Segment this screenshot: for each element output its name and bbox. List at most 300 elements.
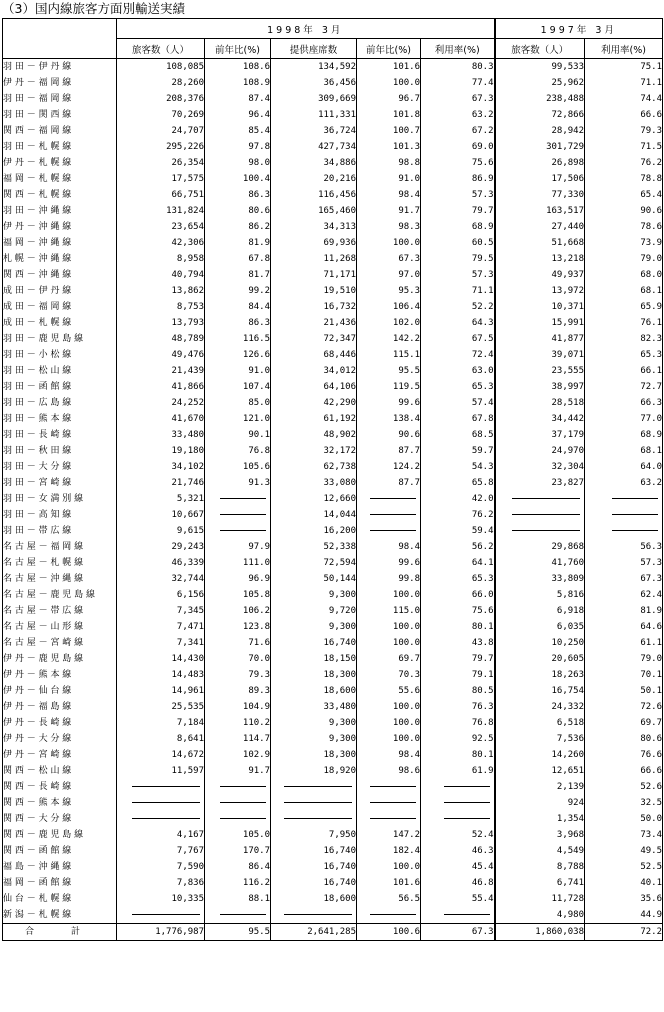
route-name: 仙 台 － 札 幌 線 (3, 891, 117, 907)
cell-yoy-seats: 119.5 (357, 379, 421, 395)
route-name: 伊 丹 － 札 幌 線 (3, 155, 117, 171)
cell-passengers-1997: 10,371 (495, 299, 585, 315)
table-row (3, 475, 663, 491)
cell-load-factor-1998: 52.4 (421, 827, 495, 843)
table-row (3, 683, 663, 699)
cell-load-factor-1998: 63.0 (421, 363, 495, 379)
cell-passengers-1998: 5,321 (117, 491, 205, 507)
cell-yoy-passengers: 87.4 (205, 91, 271, 107)
total-row (3, 924, 663, 941)
cell-load-factor-1998: 76.3 (421, 699, 495, 715)
cell-load-factor-1997: 65.3 (585, 347, 663, 363)
cell-seats-offered: 50,144 (271, 571, 357, 587)
cell-passengers-1998: 48,789 (117, 331, 205, 347)
page-title: （3）国内線旅客方面別輸送実績 (2, 1, 185, 16)
route-name: 関 西 － 函 館 線 (3, 843, 117, 859)
cell-load-factor-1997: 71.1 (585, 75, 663, 91)
cell-yoy-passengers (205, 811, 271, 827)
cell-passengers-1998: 28,260 (117, 75, 205, 91)
table-row (3, 875, 663, 891)
cell-yoy-seats (357, 795, 421, 811)
header-load-factor-1998: 利用率(%) (421, 39, 495, 59)
no-data-dash (284, 786, 352, 787)
table-row (3, 491, 663, 507)
cell-yoy-passengers: 71.6 (205, 635, 271, 651)
cell-passengers-1997: 49,937 (495, 267, 585, 283)
route-name: 名 古 屋 － 鹿 児 島 線 (3, 587, 117, 603)
cell-passengers-1997 (495, 523, 585, 539)
table-row (3, 635, 663, 651)
table-row (3, 827, 663, 843)
cell-yoy-seats: 100.0 (357, 715, 421, 731)
cell-seats-offered: 16,732 (271, 299, 357, 315)
cell-load-factor-1997: 79.0 (585, 251, 663, 267)
table-row (3, 779, 663, 795)
route-name: 羽 田 － 札 幌 線 (3, 139, 117, 155)
cell-load-factor-1998: 77.4 (421, 75, 495, 91)
cell-yoy-passengers: 121.0 (205, 411, 271, 427)
cell-yoy-passengers (205, 507, 271, 523)
route-name: 関 西 － 鹿 児 島 線 (3, 827, 117, 843)
cell-yoy-seats: 100.0 (357, 731, 421, 747)
cell-yoy-passengers: 102.9 (205, 747, 271, 763)
cell-load-factor-1997: 79.3 (585, 123, 663, 139)
no-data-dash (220, 914, 266, 915)
cell-load-factor-1997: 80.6 (585, 731, 663, 747)
cell-load-factor-1998: 63.2 (421, 107, 495, 123)
cell-load-factor-1998: 67.3 (421, 924, 495, 941)
cell-load-factor-1998: 57.3 (421, 267, 495, 283)
cell-yoy-passengers: 104.9 (205, 699, 271, 715)
route-name: 伊 丹 － 仙 台 線 (3, 683, 117, 699)
cell-passengers-1998: 32,744 (117, 571, 205, 587)
route-name: 関 西 － 沖 縄 線 (3, 267, 117, 283)
cell-load-factor-1998: 64.1 (421, 555, 495, 571)
route-name: 羽 田 － 函 館 線 (3, 379, 117, 395)
table-row (3, 187, 663, 203)
cell-yoy-seats: 182.4 (357, 843, 421, 859)
cell-passengers-1997: 163,517 (495, 203, 585, 219)
cell-seats-offered: 19,510 (271, 283, 357, 299)
cell-yoy-passengers: 86.3 (205, 187, 271, 203)
cell-yoy-passengers: 81.7 (205, 267, 271, 283)
cell-passengers-1998: 41,866 (117, 379, 205, 395)
cell-passengers-1998: 34,102 (117, 459, 205, 475)
no-data-dash (512, 514, 580, 515)
cell-passengers-1998: 26,354 (117, 155, 205, 171)
cell-load-factor-1998: 59.4 (421, 523, 495, 539)
cell-seats-offered: 16,740 (271, 635, 357, 651)
cell-seats-offered: 34,886 (271, 155, 357, 171)
cell-load-factor-1998: 67.2 (421, 123, 495, 139)
cell-load-factor-1997: 35.6 (585, 891, 663, 907)
route-name: 羽 田 － 秋 田 線 (3, 443, 117, 459)
cell-yoy-seats: 67.3 (357, 251, 421, 267)
route-name: 名 古 屋 － 札 幌 線 (3, 555, 117, 571)
no-data-dash (444, 802, 490, 803)
route-name: 伊 丹 － 福 島 線 (3, 699, 117, 715)
cell-passengers-1998: 6,156 (117, 587, 205, 603)
cell-yoy-seats: 101.3 (357, 139, 421, 155)
cell-load-factor-1998: 54.3 (421, 459, 495, 475)
cell-yoy-passengers: 81.9 (205, 235, 271, 251)
cell-load-factor-1997: 76.1 (585, 315, 663, 331)
cell-passengers-1998: 24,707 (117, 123, 205, 139)
cell-yoy-passengers: 126.6 (205, 347, 271, 363)
route-name: 関 西 － 福 岡 線 (3, 123, 117, 139)
table-row (3, 571, 663, 587)
route-name: 名 古 屋 － 帯 広 線 (3, 603, 117, 619)
header-route-corner (3, 19, 117, 59)
cell-load-factor-1997: 50.0 (585, 811, 663, 827)
cell-passengers-1998: 7,590 (117, 859, 205, 875)
cell-yoy-seats: 100.0 (357, 619, 421, 635)
no-data-dash (612, 530, 658, 531)
cell-passengers-1997: 28,518 (495, 395, 585, 411)
cell-load-factor-1998: 46.8 (421, 875, 495, 891)
cell-yoy-seats: 98.3 (357, 219, 421, 235)
cell-yoy-passengers: 95.5 (205, 924, 271, 941)
route-name: 伊 丹 － 宮 崎 線 (3, 747, 117, 763)
cell-yoy-seats: 91.0 (357, 171, 421, 187)
cell-passengers-1998: 7,836 (117, 875, 205, 891)
cell-load-factor-1997: 72.7 (585, 379, 663, 395)
route-name: 羽 田 － 大 分 線 (3, 459, 117, 475)
no-data-dash (220, 514, 266, 515)
no-data-dash (132, 786, 200, 787)
cell-load-factor-1997: 90.6 (585, 203, 663, 219)
table-row (3, 75, 663, 91)
cell-load-factor-1997: 65.4 (585, 187, 663, 203)
table-row (3, 331, 663, 347)
cell-passengers-1997: 26,898 (495, 155, 585, 171)
table-row (3, 443, 663, 459)
table-row (3, 395, 663, 411)
cell-yoy-seats: 106.4 (357, 299, 421, 315)
cell-yoy-passengers: 84.4 (205, 299, 271, 315)
cell-load-factor-1997: 49.5 (585, 843, 663, 859)
cell-passengers-1997: 4,549 (495, 843, 585, 859)
cell-load-factor-1998: 68.9 (421, 219, 495, 235)
route-name: 羽 田 － 高 知 線 (3, 507, 117, 523)
cell-yoy-seats (357, 907, 421, 924)
cell-load-factor-1997: 66.6 (585, 763, 663, 779)
cell-yoy-passengers: 105.0 (205, 827, 271, 843)
cell-passengers-1997: 33,809 (495, 571, 585, 587)
cell-passengers-1998: 13,862 (117, 283, 205, 299)
cell-passengers-1998 (117, 795, 205, 811)
no-data-dash (220, 498, 266, 499)
table-row (3, 507, 663, 523)
route-name: 伊 丹 － 大 分 線 (3, 731, 117, 747)
cell-load-factor-1997 (585, 491, 663, 507)
cell-yoy-passengers: 80.6 (205, 203, 271, 219)
cell-load-factor-1997: 82.3 (585, 331, 663, 347)
cell-load-factor-1998: 71.1 (421, 283, 495, 299)
cell-yoy-passengers: 86.2 (205, 219, 271, 235)
cell-load-factor-1997: 68.9 (585, 427, 663, 443)
cell-passengers-1997 (495, 491, 585, 507)
cell-passengers-1998: 33,480 (117, 427, 205, 443)
cell-seats-offered: 427,734 (271, 139, 357, 155)
cell-yoy-seats: 115.0 (357, 603, 421, 619)
cell-passengers-1997: 28,942 (495, 123, 585, 139)
cell-seats-offered: 9,300 (271, 587, 357, 603)
header-passengers-1998: 旅客数（人） (117, 39, 205, 59)
cell-passengers-1997: 6,918 (495, 603, 585, 619)
cell-passengers-1998: 40,794 (117, 267, 205, 283)
cell-passengers-1997: 13,218 (495, 251, 585, 267)
no-data-dash (132, 914, 200, 915)
cell-yoy-passengers: 91.3 (205, 475, 271, 491)
cell-passengers-1998: 17,575 (117, 171, 205, 187)
cell-load-factor-1997: 78.8 (585, 171, 663, 187)
table-row (3, 587, 663, 603)
header-passengers-1997: 旅客数（人） (495, 39, 585, 59)
cell-yoy-passengers (205, 779, 271, 795)
table-row (3, 139, 663, 155)
cell-passengers-1998: 25,535 (117, 699, 205, 715)
cell-passengers-1997: 72,866 (495, 107, 585, 123)
cell-seats-offered: 16,200 (271, 523, 357, 539)
table-row (3, 251, 663, 267)
cell-passengers-1997: 27,440 (495, 219, 585, 235)
header-load-factor-1997: 利用率(%) (585, 39, 663, 59)
cell-seats-offered: 309,669 (271, 91, 357, 107)
table-row (3, 795, 663, 811)
cell-seats-offered: 16,740 (271, 859, 357, 875)
no-data-dash (284, 818, 352, 819)
cell-seats-offered: 18,920 (271, 763, 357, 779)
cell-yoy-seats: 99.8 (357, 571, 421, 587)
cell-load-factor-1998: 57.4 (421, 395, 495, 411)
cell-passengers-1998: 41,670 (117, 411, 205, 427)
cell-passengers-1997: 39,071 (495, 347, 585, 363)
cell-yoy-seats: 100.0 (357, 859, 421, 875)
cell-yoy-seats: 98.4 (357, 539, 421, 555)
table-row (3, 59, 663, 76)
cell-yoy-passengers: 89.3 (205, 683, 271, 699)
cell-load-factor-1997: 64.0 (585, 459, 663, 475)
cell-load-factor-1998: 68.5 (421, 427, 495, 443)
cell-passengers-1998 (117, 907, 205, 924)
table-row (3, 667, 663, 683)
table-row (3, 347, 663, 363)
table-row (3, 107, 663, 123)
table-row (3, 171, 663, 187)
cell-yoy-seats: 142.2 (357, 331, 421, 347)
cell-load-factor-1997: 76.2 (585, 155, 663, 171)
route-name: 成 田 － 福 岡 線 (3, 299, 117, 315)
table-row (3, 155, 663, 171)
cell-load-factor-1997: 52.5 (585, 859, 663, 875)
table-row (3, 123, 663, 139)
cell-load-factor-1997: 40.1 (585, 875, 663, 891)
cell-load-factor-1998: 46.3 (421, 843, 495, 859)
route-name: 伊 丹 － 福 岡 線 (3, 75, 117, 91)
cell-yoy-seats: 99.6 (357, 555, 421, 571)
cell-seats-offered: 68,446 (271, 347, 357, 363)
cell-load-factor-1998: 80.3 (421, 59, 495, 76)
route-name: 羽 田 － 関 西 線 (3, 107, 117, 123)
table-row (3, 747, 663, 763)
cell-passengers-1997: 17,506 (495, 171, 585, 187)
cell-seats-offered (271, 907, 357, 924)
cell-passengers-1998: 7,341 (117, 635, 205, 651)
cell-load-factor-1997: 62.4 (585, 587, 663, 603)
cell-seats-offered: 32,172 (271, 443, 357, 459)
cell-passengers-1998: 7,767 (117, 843, 205, 859)
header-period-1997: 1997年 3月 (495, 19, 663, 39)
cell-load-factor-1997: 61.1 (585, 635, 663, 651)
no-data-dash (220, 786, 266, 787)
route-name: 伊 丹 － 沖 縄 線 (3, 219, 117, 235)
header-yoy-passengers: 前年比(%) (205, 39, 271, 59)
cell-passengers-1997: 18,263 (495, 667, 585, 683)
cell-yoy-seats (357, 523, 421, 539)
no-data-dash (132, 818, 200, 819)
cell-seats-offered: 71,171 (271, 267, 357, 283)
cell-yoy-passengers (205, 491, 271, 507)
cell-seats-offered: 2,641,285 (271, 924, 357, 941)
cell-yoy-seats: 100.0 (357, 635, 421, 651)
cell-passengers-1998: 10,667 (117, 507, 205, 523)
table-row (3, 363, 663, 379)
cell-seats-offered: 20,216 (271, 171, 357, 187)
route-name: 羽 田 － 福 岡 線 (3, 91, 117, 107)
table-row (3, 235, 663, 251)
cell-load-factor-1998: 67.5 (421, 331, 495, 347)
cell-load-factor-1997: 66.3 (585, 395, 663, 411)
cell-seats-offered: 9,300 (271, 731, 357, 747)
table-row (3, 539, 663, 555)
cell-yoy-seats: 100.0 (357, 235, 421, 251)
route-name: 羽 田 － 宮 崎 線 (3, 475, 117, 491)
cell-yoy-passengers: 76.8 (205, 443, 271, 459)
cell-load-factor-1997: 64.6 (585, 619, 663, 635)
cell-load-factor-1997: 76.6 (585, 747, 663, 763)
cell-seats-offered: 42,290 (271, 395, 357, 411)
cell-seats-offered: 165,460 (271, 203, 357, 219)
table-row (3, 555, 663, 571)
cell-load-factor-1998 (421, 907, 495, 924)
cell-yoy-seats (357, 491, 421, 507)
cell-load-factor-1998: 79.1 (421, 667, 495, 683)
cell-passengers-1998: 10,335 (117, 891, 205, 907)
cell-passengers-1997: 38,997 (495, 379, 585, 395)
cell-seats-offered (271, 811, 357, 827)
cell-passengers-1997: 16,754 (495, 683, 585, 699)
table-row (3, 731, 663, 747)
header-seats-offered: 提供座席数 (271, 39, 357, 59)
cell-yoy-seats: 98.4 (357, 187, 421, 203)
route-name: 羽 田 － 長 崎 線 (3, 427, 117, 443)
cell-load-factor-1998: 79.7 (421, 203, 495, 219)
no-data-dash (512, 498, 580, 499)
cell-seats-offered: 21,436 (271, 315, 357, 331)
cell-yoy-seats: 91.7 (357, 203, 421, 219)
cell-load-factor-1998: 43.8 (421, 635, 495, 651)
cell-load-factor-1997: 57.3 (585, 555, 663, 571)
cell-passengers-1998: 208,376 (117, 91, 205, 107)
cell-load-factor-1997: 67.3 (585, 571, 663, 587)
route-name: 羽 田 － 鹿 児 島 線 (3, 331, 117, 347)
cell-passengers-1997: 37,179 (495, 427, 585, 443)
cell-yoy-passengers: 91.0 (205, 363, 271, 379)
route-name: 羽 田 － 松 山 線 (3, 363, 117, 379)
cell-load-factor-1997: 65.9 (585, 299, 663, 315)
cell-seats-offered: 72,594 (271, 555, 357, 571)
cell-load-factor-1997: 52.6 (585, 779, 663, 795)
cell-yoy-seats: 101.8 (357, 107, 421, 123)
no-data-dash (220, 530, 266, 531)
cell-passengers-1997: 24,970 (495, 443, 585, 459)
no-data-dash (284, 914, 352, 915)
route-name: 名 古 屋 － 山 形 線 (3, 619, 117, 635)
transport-results-table (2, 18, 663, 941)
cell-passengers-1997: 20,605 (495, 651, 585, 667)
cell-passengers-1997: 41,760 (495, 555, 585, 571)
cell-passengers-1997: 24,332 (495, 699, 585, 715)
cell-load-factor-1998: 64.3 (421, 315, 495, 331)
cell-passengers-1998: 13,793 (117, 315, 205, 331)
cell-seats-offered: 14,044 (271, 507, 357, 523)
cell-load-factor-1998: 80.5 (421, 683, 495, 699)
cell-yoy-seats: 102.0 (357, 315, 421, 331)
cell-load-factor-1997: 75.1 (585, 59, 663, 76)
cell-passengers-1997: 301,729 (495, 139, 585, 155)
route-name: 羽 田 － 帯 広 線 (3, 523, 117, 539)
cell-yoy-seats: 55.6 (357, 683, 421, 699)
cell-seats-offered: 9,300 (271, 619, 357, 635)
cell-yoy-seats (357, 811, 421, 827)
cell-load-factor-1998: 52.2 (421, 299, 495, 315)
cell-yoy-passengers: 96.4 (205, 107, 271, 123)
cell-load-factor-1998: 79.7 (421, 651, 495, 667)
no-data-dash (512, 530, 580, 531)
cell-passengers-1998: 11,597 (117, 763, 205, 779)
cell-yoy-passengers: 96.9 (205, 571, 271, 587)
cell-passengers-1997: 23,827 (495, 475, 585, 491)
cell-load-factor-1998: 76.8 (421, 715, 495, 731)
cell-load-factor-1998: 69.0 (421, 139, 495, 155)
cell-passengers-1998: 24,252 (117, 395, 205, 411)
cell-load-factor-1998: 66.0 (421, 587, 495, 603)
cell-yoy-passengers: 106.2 (205, 603, 271, 619)
no-data-dash (132, 802, 200, 803)
cell-passengers-1997: 6,035 (495, 619, 585, 635)
cell-yoy-seats: 98.4 (357, 747, 421, 763)
cell-passengers-1997: 1,354 (495, 811, 585, 827)
table-row (3, 763, 663, 779)
table-row (3, 715, 663, 731)
route-name: 羽 田 － 女 満 別 線 (3, 491, 117, 507)
cell-seats-offered: 134,592 (271, 59, 357, 76)
cell-passengers-1997: 6,518 (495, 715, 585, 731)
cell-seats-offered: 33,480 (271, 699, 357, 715)
cell-passengers-1998 (117, 779, 205, 795)
cell-yoy-passengers: 85.0 (205, 395, 271, 411)
table-row (3, 379, 663, 395)
cell-load-factor-1998: 72.4 (421, 347, 495, 363)
cell-load-factor-1997: 56.3 (585, 539, 663, 555)
cell-yoy-seats: 147.2 (357, 827, 421, 843)
cell-load-factor-1997: 50.1 (585, 683, 663, 699)
cell-load-factor-1998: 67.3 (421, 91, 495, 107)
cell-yoy-passengers: 79.3 (205, 667, 271, 683)
no-data-dash (220, 818, 266, 819)
table-row (3, 619, 663, 635)
